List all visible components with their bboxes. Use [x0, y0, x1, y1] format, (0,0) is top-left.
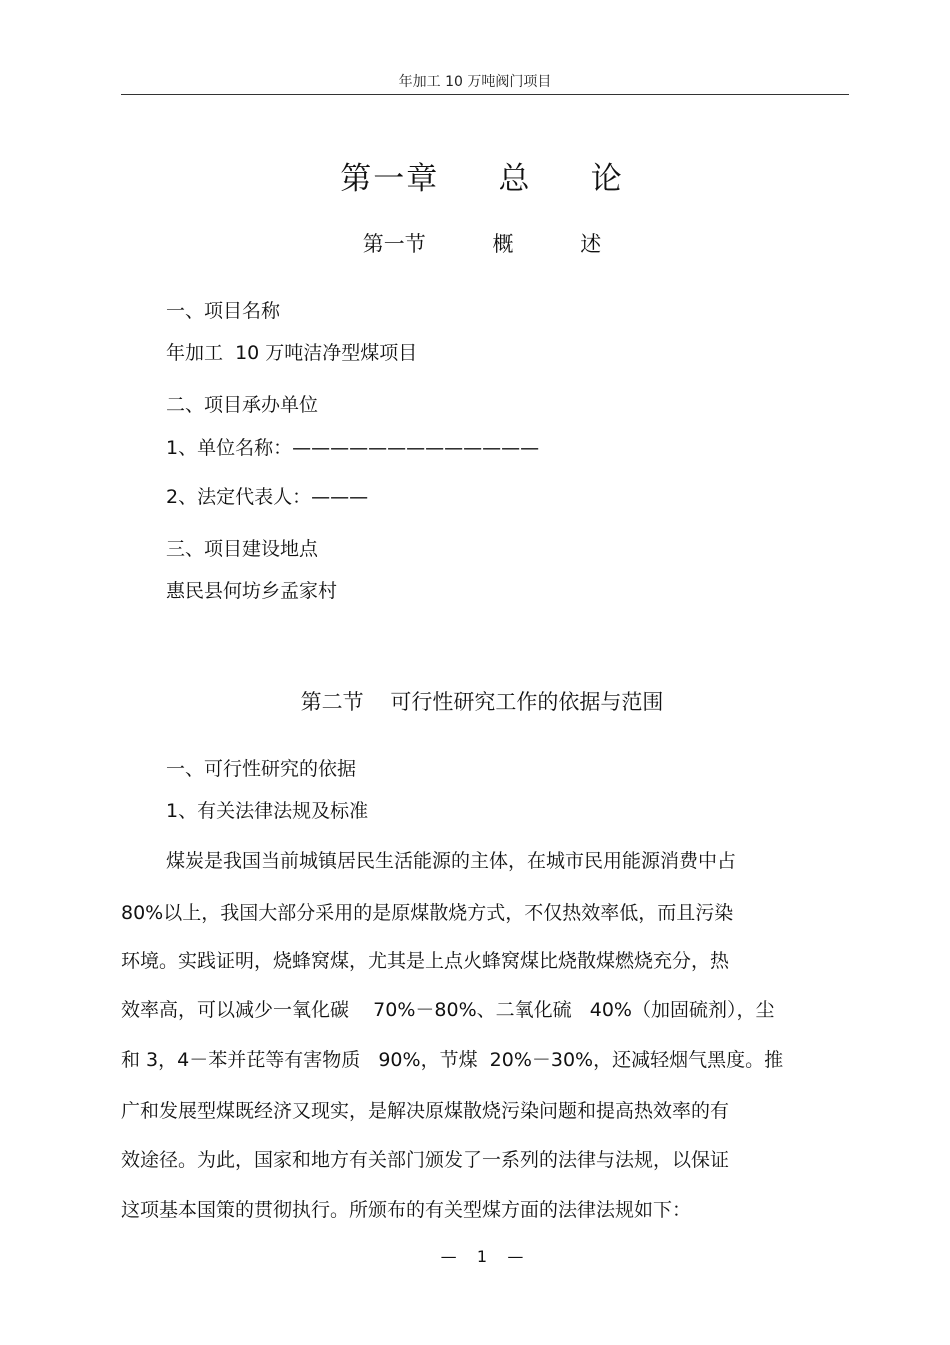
page-number: — 1 — [440, 1247, 524, 1266]
chapter-title: 第一章 总 论 [340, 161, 624, 197]
running-header: 年加工 10 万吨阀门项目 [398, 74, 552, 90]
legal-representative: 2、法定代表人：——— [166, 486, 369, 508]
organizer-name: 1、单位名称：————————————— [166, 437, 540, 459]
paragraph-line: 环境。实践证明，烧蜂窝煤，尤其是上点火蜂窝煤比烧散煤燃烧充分，热 [121, 950, 730, 972]
project-location-value: 惠民县何坊乡孟家村 [166, 580, 338, 602]
heading-project-name: 一、项目名称 [166, 300, 281, 322]
paragraph-line: 80%以上，我国大部分采用的是原煤散烧方式，不仅热效率低，而且污染 [121, 902, 734, 924]
project-name-value: 年加工 10 万吨洁净型煤项目 [166, 342, 418, 364]
paragraph-line: 煤炭是我国当前城镇居民生活能源的主体，在城市民用能源消费中占 [166, 850, 737, 872]
heading-feasibility-basis: 一、可行性研究的依据 [166, 758, 357, 780]
header-divider [121, 94, 849, 95]
heading-project-location: 三、项目建设地点 [166, 538, 319, 560]
paragraph-line: 效率高，可以减少一氧化碳 70%－80%、二氧化硫 40%（加固硫剂），尘 [121, 999, 775, 1021]
section-title-overview: 第一节 概 述 [362, 232, 602, 256]
heading-project-organizer: 二、项目承办单位 [166, 394, 319, 416]
heading-laws-standards: 1、有关法律法规及标准 [166, 800, 369, 822]
paragraph-line: 效途径。为此，国家和地方有关部门颁发了一系列的法律与法规，以保证 [121, 1149, 730, 1171]
paragraph-line: 这项基本国策的贯彻执行。所颁布的有关型煤方面的法律法规如下： [121, 1199, 692, 1221]
paragraph-line: 广和发展型煤既经济又现实，是解决原煤散烧污染问题和提高热效率的有 [121, 1100, 730, 1122]
section-title-feasibility: 第二节 可行性研究工作的依据与范围 [300, 690, 664, 714]
paragraph-line: 和 3，4－苯并芘等有害物质 90%，节煤 20%－30%，还减轻烟气黑度。推 [121, 1049, 784, 1071]
